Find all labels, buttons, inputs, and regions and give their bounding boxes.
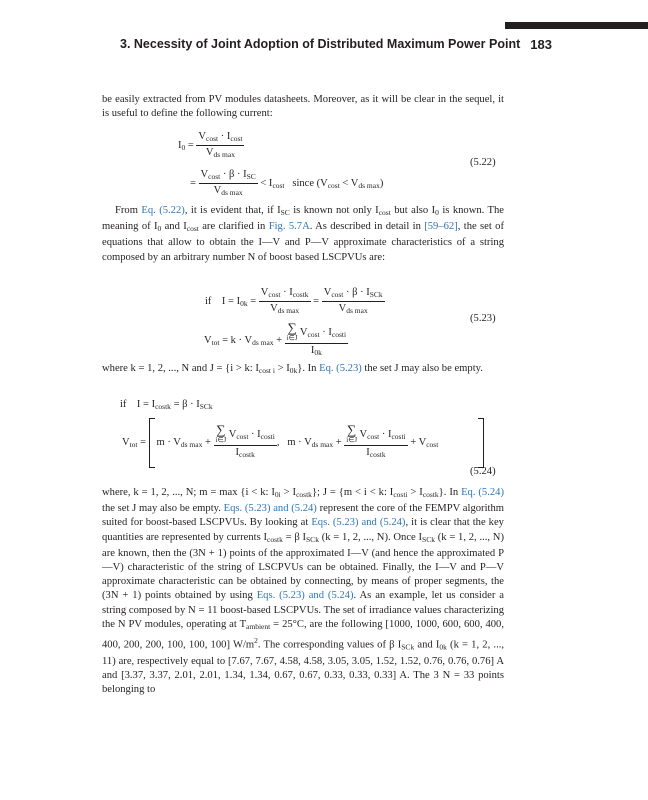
right-bracket (478, 418, 484, 468)
header-bar (505, 22, 648, 29)
ref-citations[interactable]: [59–62] (424, 221, 458, 233)
paragraph-where-m: where, k = 1, 2, ..., N; m = max {i < k: $I_{0i} > I_{costk}$}; J = {m < i < k: $I_{costi} > I_{costk}$}. In Eq. (5.24) the set J may also be empty. Eqs. (5.23) and (5.24) represent the core of the FEMPV algorithm suited for boost-based LSCPVUs. By looking at Eqs. (5.23) and (5.24), it is clear that the key quantities are represented by currents $I_{costk} = \beta$ $I_{SCk}$ (k = 1, 2, ..., N). Once $I_{SCk}$ (k = 1, 2, ..., N) are known, then the (3N + 1) points of the approximated I—V (and hence the approximated P—V) characteristic of the string of LSCPVUs can be obtained. Finally, the I—V and P—V approximate characteristic can be obtained by connecting, by means of proper segments, the (3N + 1) points obtained by using Eqs. (5.23) and (5.24). As an example, let us consider a string composed by N = 11 boost-based LSCPVUs. The set of irradiance values characterizing the N PV modules, operating at $T_{ambient} = 25^\circ C$, are the following [1000, 1000, 600, 600, 400, 400, 200, 200, 100, 100, 100] $W/m^2$. The corresponding values of β $I_{SCk}$ and $I_{0k}$ (k = 1, 2, ..., 11) are, respectively equal to [7.67, 7.67, 4.58, 4.58, 3.05, 3.05, 1.52, 1.52, 0.76, 0.76, 0.76] A and [3.37, 3.37, 2.01, 2.01, 1.34, 1.34, 0.67, 0.67, 0.33, 0.33, 0.33] A. The 3 N = 33 points belonging to (102, 487, 505, 696)
equation-5-23-line1: if $I = I_{0k}$ = $\frac{V_{cost} \cdot I_{costk}}{V_{ds max}}$ = $\frac{V_{cost} \cdot \beta \cdot I_{SCk}}{V_{ds max}}$ (205, 287, 383, 315)
page-number: 183 (530, 37, 552, 52)
ref-eqs-5-23-5-24-b[interactable]: Eqs. (5.23) and (5.24) (311, 517, 406, 529)
equation-5-24-line1: if $I = I_{costk} = \beta \cdot I_{SCk}$ (120, 399, 213, 411)
equation-5-24-line2: $V_{tot}$ = $m \cdot V_{ds max}$ + ∑ i∈J $V_{cost} \cdot I_{costi}$ $I_{costk}$ , $m \cdot V_{ds max}$ + ∑ i∈J $V_{cost} \cdot I_{costi}$ $I_{costk}$ + $V_{cost}$ (122, 422, 439, 459)
paragraph-where-k: where k = 1, 2, ..., N and J = {i > k: $I_{cost i} > I_{0k}$}. In Eq. (5.23) the set J may also be empty. (102, 363, 483, 375)
ref-eqs-5-23-5-24-a[interactable]: Eqs. (5.23) and (5.24) (223, 503, 317, 515)
chapter-title: 3. Necessity of Joint Adoption of Distributed Maximum Power Point (120, 37, 521, 51)
paragraph-intro: be easily extracted from PV modules datasheets. Moreover, as it will be clear in the sequel, it is useful to define the following current: (102, 94, 504, 120)
paragraph-from-eq: From Eq. (5.22), it is evident that, if $I_{SC}$ is known not only $I_{cost}$ but also $I_0$ is known. The meaning of $I_0$ and $I_{cost}$ are clarified in Fig. 5.7A. As described in detail in [59–62], the set of equations that allow to obtain the I—V and P—V approximate characteristics of a string composed by an arbitrary number N of boost based LSCPVUs are: (102, 205, 504, 263)
equation-5-23-line2: $V_{tot} = k \cdot V_{ds max}$ + ∑ i∈J $V_{cost} \cdot I_{costi}$ $I_{0k}$ (204, 320, 347, 357)
equation-number-5-24: (5.24) (470, 466, 496, 477)
equation-5-22-line2: = $\frac{V_{cost} \cdot \beta \cdot I_{SC}}{V_{ds max}}$ < $I_{cost}$ since $(V_{cost} < V_{ds max})$ (190, 169, 384, 197)
equation-5-22-line1: $I_0$ = $\frac{V_{cost} \cdot I_{cost}}{V_{ds max}}$ (178, 131, 243, 159)
ref-eq-5-24[interactable]: Eq. (5.24) (461, 487, 504, 498)
ref-eqs-5-23-5-24-c[interactable]: Eqs. (5.23) and (5.24) (256, 590, 354, 602)
equation-number-5-22: (5.22) (470, 157, 496, 168)
ref-eq-5-23[interactable]: Eq. (5.23) (319, 363, 362, 374)
ref-fig-5-7a[interactable]: Fig. 5.7A (268, 221, 310, 233)
equation-number-5-23: (5.23) (470, 313, 496, 324)
running-header (120, 37, 552, 53)
ref-eq-5-22[interactable]: Eq. (5.22) (141, 205, 185, 216)
